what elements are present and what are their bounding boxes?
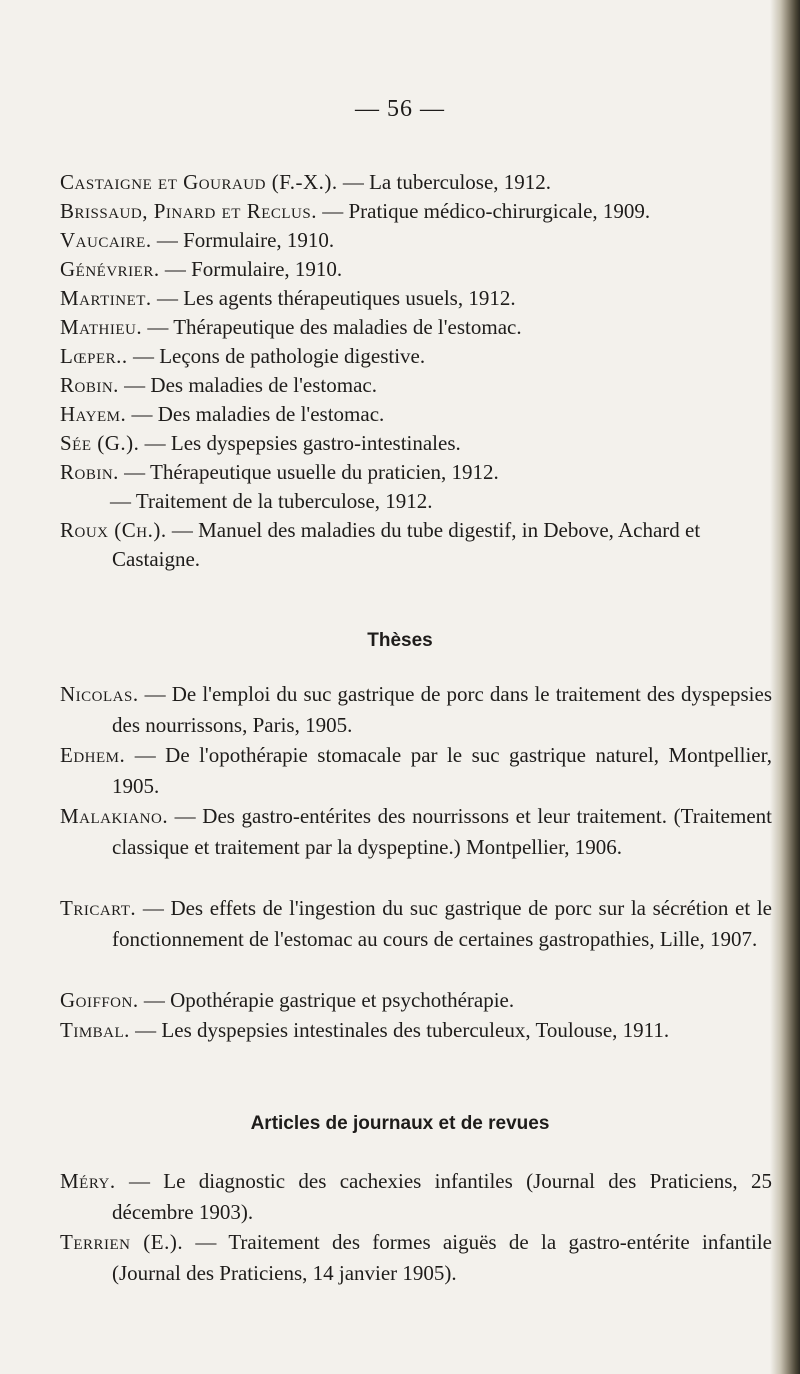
reference-item bbox=[60, 371, 772, 400]
reference-item bbox=[60, 429, 772, 458]
reference-author: Lœper.. bbox=[60, 344, 128, 368]
thesis-text: — De l'opothérapie stomacale par le suc gastrique naturel, Montpellier, 1905. bbox=[112, 743, 772, 798]
page-edge-shadow bbox=[770, 0, 800, 1374]
thesis-item bbox=[60, 1015, 772, 1046]
section-heading-theses: Thèses bbox=[367, 630, 433, 651]
article-item bbox=[60, 1166, 772, 1227]
reference-author: Génévrier. bbox=[60, 257, 160, 281]
reference-item bbox=[60, 226, 772, 255]
reference-text: — Des maladies de l'estomac. bbox=[126, 402, 385, 426]
reference-text: — Pratique médico-chirurgicale, 1909. bbox=[316, 199, 651, 223]
reference-item bbox=[110, 487, 770, 516]
reference-item bbox=[60, 400, 772, 429]
reference-item bbox=[60, 168, 772, 197]
thesis-item bbox=[60, 679, 772, 740]
thesis-text: — De l'emploi du suc gastrique de porc dans le traitement des dyspepsies des nourrissons, Paris, 1905. bbox=[112, 682, 772, 737]
thesis-author: Nicolas. bbox=[60, 682, 139, 706]
reference-item bbox=[60, 458, 772, 487]
reference-author: Roux (Ch.). bbox=[60, 518, 167, 542]
reference-text: — Des maladies de l'estomac. bbox=[118, 373, 377, 397]
page-number: — 56 — bbox=[355, 96, 445, 122]
thesis-text: — Les dyspepsies intestinales des tuberculeux, Toulouse, 1911. bbox=[129, 1018, 670, 1042]
thesis-author: Edhem. bbox=[60, 743, 126, 767]
reference-author: Castaigne et Gouraud (F.-X.). bbox=[60, 170, 338, 194]
thesis-item bbox=[60, 740, 772, 801]
reference-text: — Formulaire, 1910. bbox=[151, 228, 335, 252]
reference-author: Martinet. bbox=[60, 286, 152, 310]
reference-text: — Leçons de pathologie digestive. bbox=[127, 344, 426, 368]
article-author: Méry. bbox=[60, 1169, 116, 1193]
reference-text: — Thérapeutique usuelle du praticien, 1912. bbox=[118, 460, 499, 484]
reference-text: — Formulaire, 1910. bbox=[159, 257, 343, 281]
reference-author: Sée (G.). bbox=[60, 431, 140, 455]
reference-author: Robin. bbox=[60, 373, 119, 397]
article-text: — Le diagnostic des cachexies infantiles (Journal des Praticiens, 25 décembre 1903). bbox=[112, 1169, 772, 1224]
reference-item bbox=[60, 342, 772, 371]
reference-item bbox=[60, 313, 772, 342]
thesis-author: Timbal. bbox=[60, 1018, 130, 1042]
thesis-author: Malakiano. bbox=[60, 804, 169, 828]
reference-text: — Les dyspepsies gastro-intestinales. bbox=[139, 431, 461, 455]
reference-text: — Les agents thérapeutiques usuels, 1912. bbox=[151, 286, 516, 310]
article-text: — Traitement des formes aiguës de la gastro-entérite infantile (Journal des Praticiens, 14 janvier 1905). bbox=[112, 1230, 772, 1285]
reference-text: — Traitement de la tuberculose, 1912. bbox=[110, 489, 433, 513]
reference-author: Brissaud, Pinard et Reclus. bbox=[60, 199, 317, 223]
reference-author: Mathieu. bbox=[60, 315, 143, 339]
article-author: Terrien (E.). bbox=[60, 1230, 184, 1254]
section-heading-articles: Articles de journaux et de revues bbox=[250, 1113, 550, 1134]
thesis-item bbox=[60, 801, 772, 862]
thesis-item bbox=[60, 985, 772, 1016]
reference-author: Hayem. bbox=[60, 402, 127, 426]
reference-author: Robin. bbox=[60, 460, 119, 484]
reference-text: — Thérapeutique des maladies de l'estomac. bbox=[142, 315, 522, 339]
thesis-author: Tricart. bbox=[60, 896, 137, 920]
reference-text: — La tuberculose, 1912. bbox=[337, 170, 552, 194]
article-item bbox=[60, 1227, 772, 1288]
reference-item bbox=[60, 284, 772, 313]
thesis-text: — Des effets de l'ingestion du suc gastrique de porc sur la sécrétion et le fonctionnement de l'estomac au cours de certaines gastropathies, Lille, 1907. bbox=[112, 896, 772, 951]
thesis-author: Goiffon. bbox=[60, 988, 139, 1012]
reference-author: Vaucaire. bbox=[60, 228, 152, 252]
reference-item bbox=[60, 255, 772, 284]
reference-item bbox=[60, 197, 772, 226]
thesis-text: — Opothérapie gastrique et psychothérapie. bbox=[138, 988, 515, 1012]
thesis-text: — Des gastro-entérites des nourrissons et leur traitement. (Traitement classique et traitement par la dyspeptine.) Montpellier, 1906. bbox=[112, 804, 772, 859]
reference-item bbox=[60, 516, 772, 574]
thesis-item bbox=[60, 893, 772, 954]
reference-text: — Manuel des maladies du tube digestif, in Debove, Achard et Castaigne. bbox=[112, 518, 701, 571]
